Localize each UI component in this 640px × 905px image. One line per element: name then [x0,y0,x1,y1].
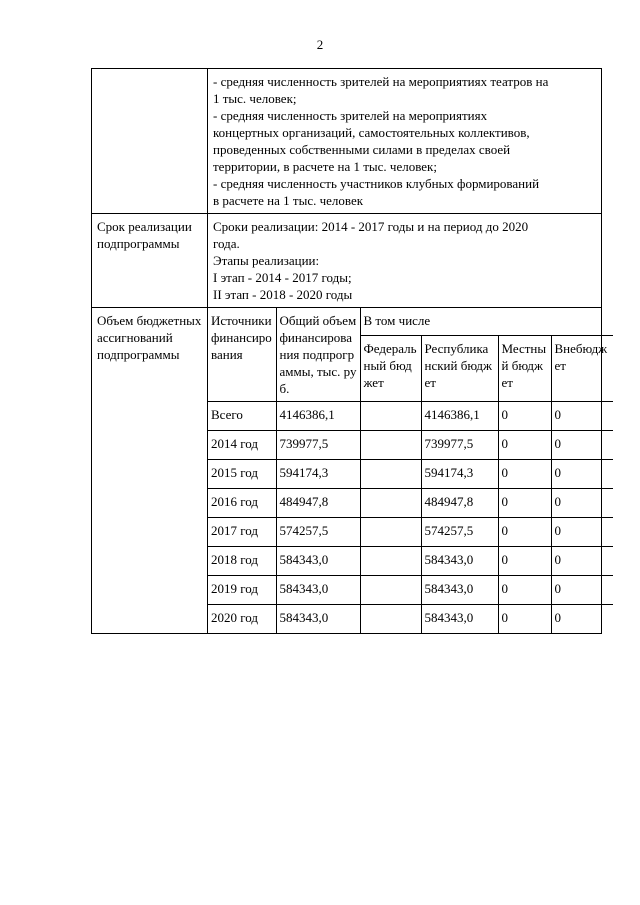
cell-total: 584343,0 [276,576,360,605]
table-row [208,605,613,634]
cell-total: 584343,0 [276,547,360,576]
cell-extra: 0 [551,460,613,489]
indicator-line: - средняя численность участников клубных формирований [213,176,540,191]
cell-republic: 594174,3 [421,460,498,489]
cell-local: 0 [498,431,551,460]
page-number: 2 [316,37,324,52]
cell-republic: 484947,8 [421,489,498,518]
header-total: Общий объем финансирования подпрограммы, тыс. руб. [276,308,360,402]
cell-total: 574257,5 [276,518,360,547]
cell-extra: 0 [551,431,613,460]
table-row [208,489,613,518]
cell-federal [360,460,421,489]
cell-extra: 0 [551,489,613,518]
cell-republic: 739977,5 [421,431,498,460]
cell-local: 0 [498,518,551,547]
header-extra: Внебюджет [551,336,613,402]
cell-source: 2016 год [208,489,276,518]
cell-federal [360,576,421,605]
term-line: года. [213,236,240,251]
cell-total: 584343,0 [276,605,360,634]
indicator-line: - средняя численность зрителей на мероприятиях театров на [213,74,549,89]
term-line: I этап - 2014 - 2017 годы; [213,270,352,285]
cell-source: 2014 год [208,431,276,460]
cell-local: 0 [498,547,551,576]
header-source: Источники финансирования [208,308,276,402]
indicator-line: проведенных собственными силами в пределах своей [213,142,511,157]
term-line: Сроки реализации: 2014 - 2017 годы и на период до 2020 [213,219,529,234]
cell-republic: 574257,5 [421,518,498,547]
cell-source: 2020 год [208,605,276,634]
header-federal: Федеральный бюджет [360,336,421,402]
table-row [208,402,613,431]
budget-row [92,308,602,634]
indicator-line: 1 тыс. человек; [213,91,297,106]
cell-extra: 0 [551,576,613,605]
cell-extra: 0 [551,518,613,547]
table-row [208,518,613,547]
indicators-row [92,69,602,214]
cell-total: 484947,8 [276,489,360,518]
cell-federal [360,547,421,576]
cell-republic: 584343,0 [421,605,498,634]
term-row [92,214,602,308]
cell-federal [360,402,421,431]
table-row [208,576,613,605]
cell-local: 0 [498,460,551,489]
cell-local: 0 [498,489,551,518]
cell-federal [360,431,421,460]
cell-source: 2018 год [208,547,276,576]
cell-source: Всего [208,402,276,431]
table-row [208,547,613,576]
cell-republic: 4146386,1 [421,402,498,431]
cell-republic: 584343,0 [421,547,498,576]
table-row [208,460,613,489]
cell-republic: 584343,0 [421,576,498,605]
indicator-line: территории, в расчете на 1 тыс. человек; [213,159,437,174]
cell-extra: 0 [551,547,613,576]
funding-table [208,308,613,633]
indicators-content [208,69,602,214]
passport-table [91,68,608,634]
cell-local: 0 [498,402,551,431]
indicator-line: в расчете на 1 тыс. человек [213,193,364,208]
cell-source: 2019 год [208,576,276,605]
term-line: Этапы реализации: [213,253,320,268]
table-row [208,431,613,460]
cell-source: 2017 год [208,518,276,547]
cell-total: 594174,3 [276,460,360,489]
header-including: В том числе [360,308,613,336]
indicators-label-cell [92,69,208,214]
cell-federal [360,605,421,634]
header-republic: Республиканский бюджет [421,336,498,402]
budget-content [208,308,608,634]
cell-extra: 0 [551,605,613,634]
header-local: Местный бюджет [498,336,551,402]
term-content [208,214,602,308]
indicator-line: - средняя численность зрителей на мероприятиях [213,108,488,123]
term-label: Срок реализации подпрограммы [92,214,208,308]
budget-label: Объем бюджетных ассигнований подпрограммы [92,308,208,634]
cell-extra: 0 [551,402,613,431]
indicator-line: концертных организаций, самостоятельных коллективов, [213,125,530,140]
cell-local: 0 [498,605,551,634]
cell-source: 2015 год [208,460,276,489]
term-line: II этап - 2018 - 2020 годы [213,287,353,302]
cell-federal [360,518,421,547]
cell-local: 0 [498,576,551,605]
cell-total: 4146386,1 [276,402,360,431]
funding-header-row [208,308,613,336]
cell-total: 739977,5 [276,431,360,460]
cell-federal [360,489,421,518]
